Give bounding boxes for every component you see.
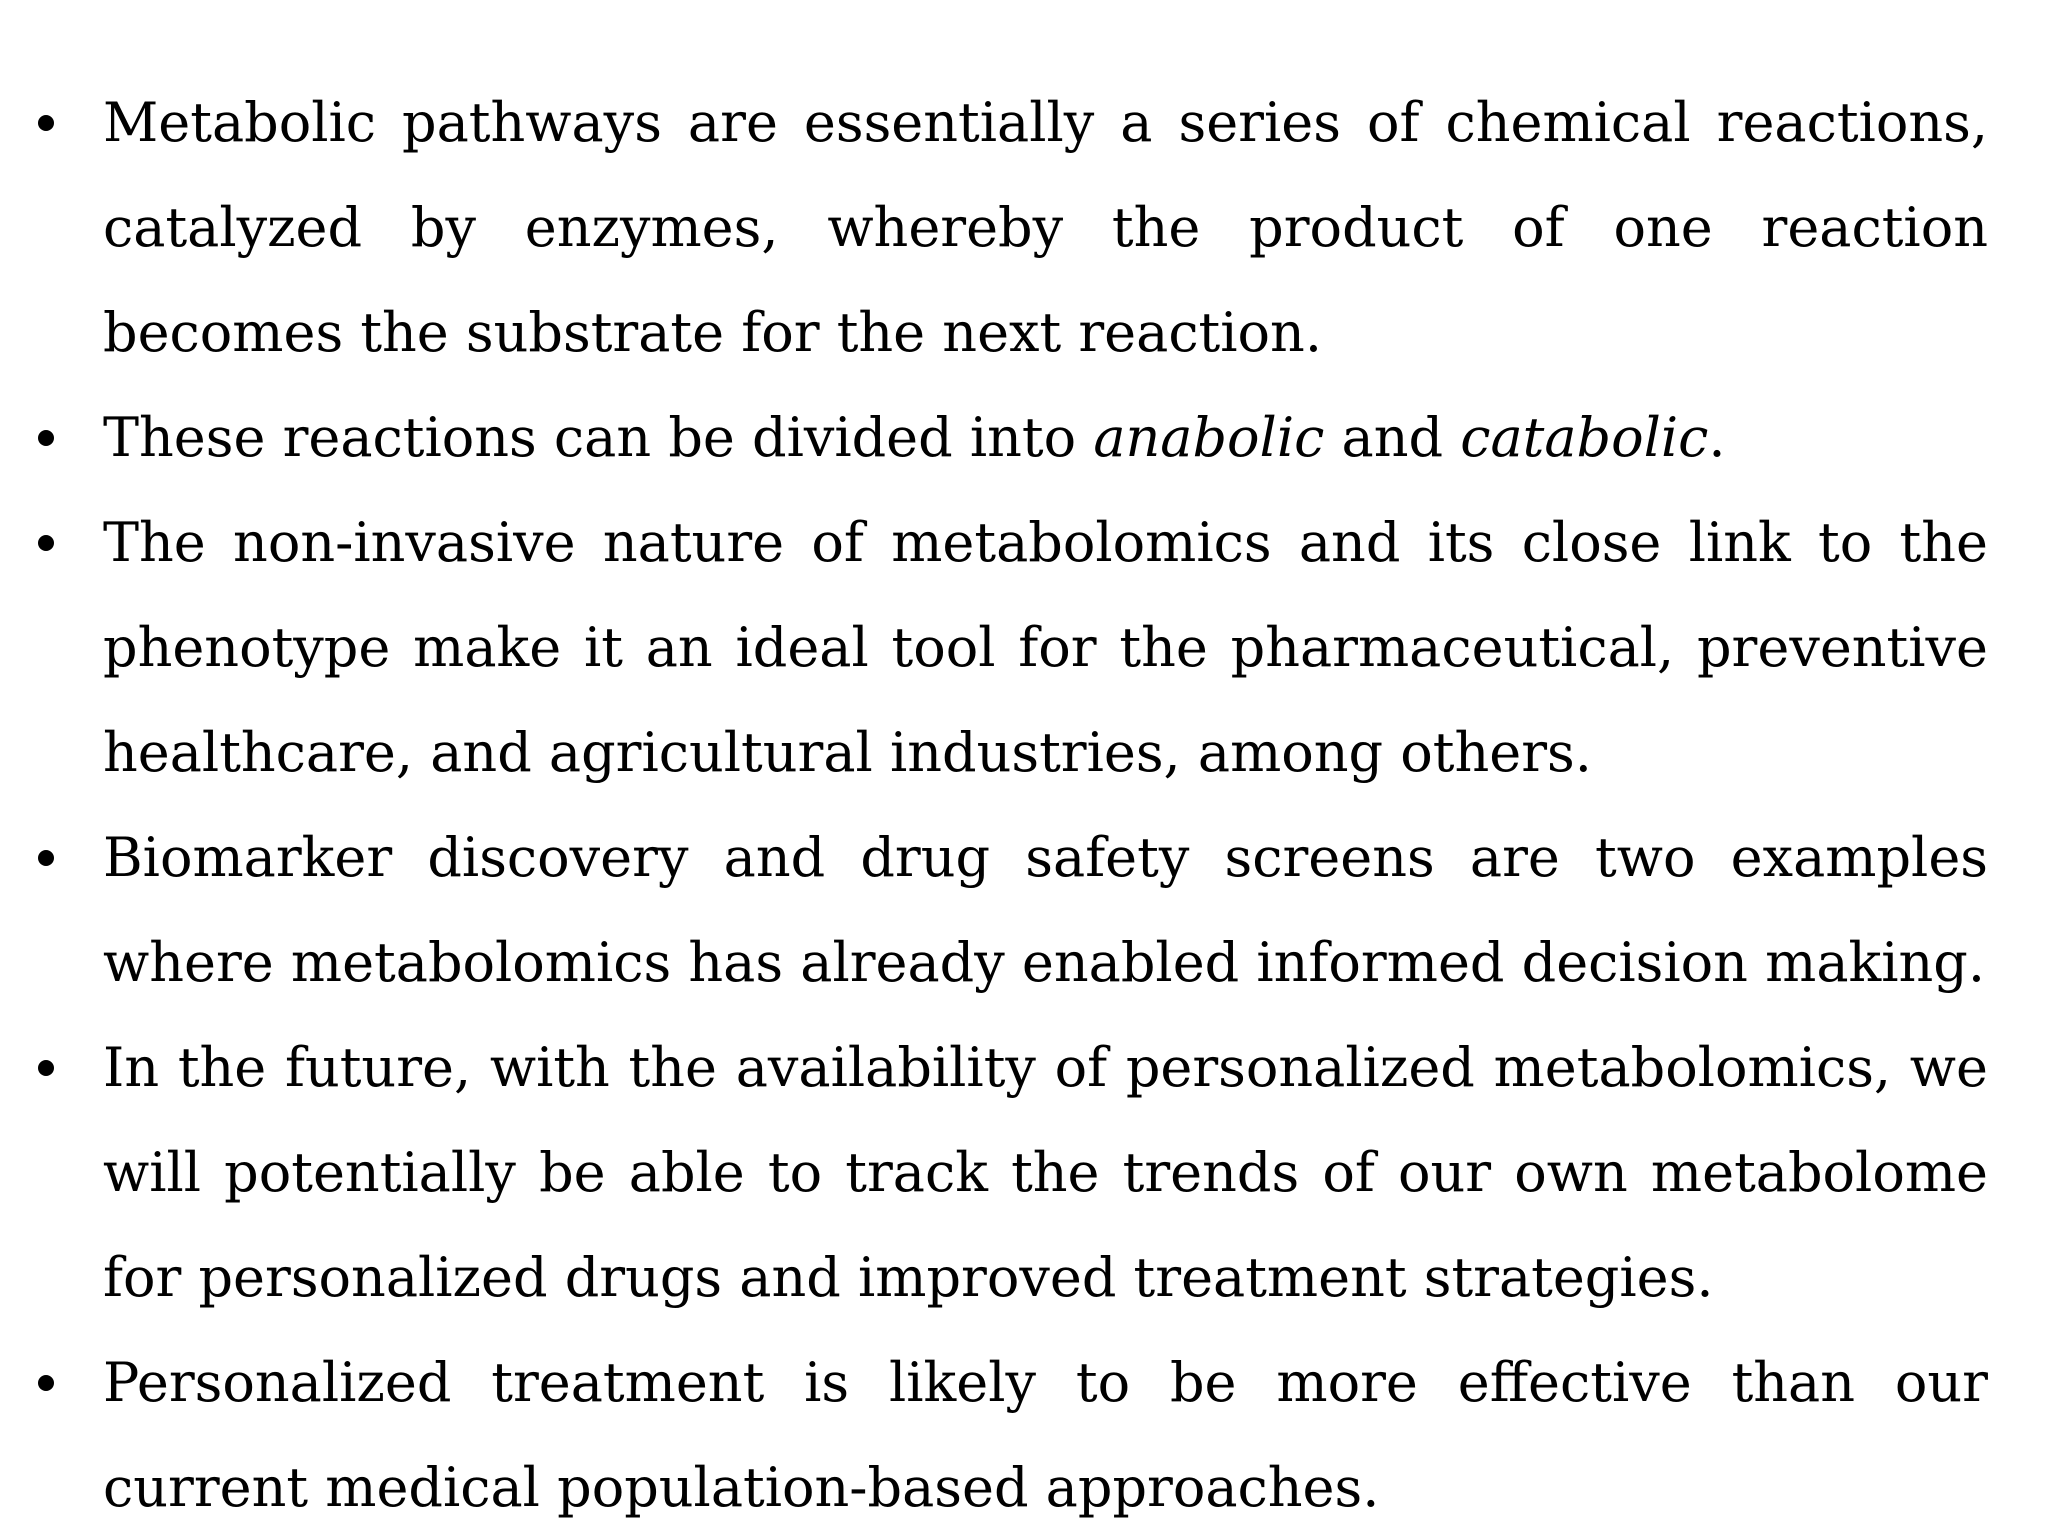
bullet-item-4 [0,805,1988,1015]
bullet-text-4: Biomarker discovery and drug safety screens are two examples where metabolomics has already enabled informed decision making. [103,826,1988,994]
bullet-item-6 [0,1330,1988,1540]
bullet-dot-icon [38,115,54,131]
bullet-dot-icon [38,1060,54,1076]
bullet-dot-icon [38,535,54,551]
bullet-item-5 [0,1015,1988,1330]
bullet-text-2-after: . [1708,406,1726,469]
bullet-item-3 [0,490,1988,805]
bullet-text-2-catabolic: catabolic [1460,406,1709,469]
bullet-dot-icon [38,1375,54,1391]
bullet-text-2-anabolic: anabolic [1093,406,1325,469]
bullet-dot-icon [38,430,54,446]
bullet-text-1: Metabolic pathways are essentially a series of chemical reactions, catalyzed by enzymes, whereby the product of one reaction becomes the substrate for the next reaction. [103,91,1988,364]
bullet-item-1 [0,70,1988,385]
bullet-list [0,70,2048,1540]
bullet-text-2-middle: and [1324,406,1461,469]
bullet-text-6: Personalized treatment is likely to be more effective than our current medical population-based approaches. [103,1351,1988,1519]
bullet-text-5: In the future, with the availability of personalized metabolomics, we will potentially be able to track the trends of our own metabolome for personalized drugs and improved treatment strategies. [103,1036,1988,1309]
bullet-text-3: The non-invasive nature of metabolomics and its close link to the phenotype make it an ideal tool for the pharmaceutical, preventive healthcare, and agricultural industries, among others. [103,511,1988,784]
bullet-dot-icon [38,850,54,866]
bullet-text-2-before: These reactions can be divided into [103,406,1094,469]
bullet-item-2 [0,385,1988,490]
